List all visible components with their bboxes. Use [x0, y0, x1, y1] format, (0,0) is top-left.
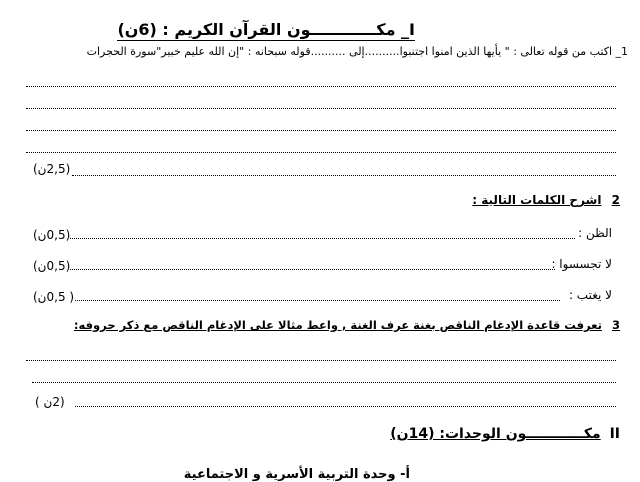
answer-line-4 [26, 152, 616, 153]
subsection-title: أ- وحدة التربية الأسرية و الاجتماعية [183, 467, 410, 482]
section-1-title-text: I_ مكــــــــــــون القرآن الكريم : (6ن) [117, 20, 415, 39]
question-1-number: 1_ [615, 45, 628, 58]
answer-line-3 [26, 130, 616, 131]
section-1-title [117, 20, 415, 39]
answer-line-1 [26, 86, 616, 87]
q3-answer-line-1 [26, 360, 616, 361]
q2-answer-line-2 [70, 269, 555, 270]
q2-points-1: (0,5ن) [33, 228, 71, 242]
q2-points-3: ( 0,5ن) [33, 290, 75, 304]
question-2-title: اشرح الكلمات التالية : [472, 193, 602, 207]
question-3-text: تعرفت قاعدة الإدغام الناقص بغنة عرف الغنة , واعط مثالا على الإدغام الناقص مع ذكر حروفه: [73, 318, 602, 332]
question-3 [74, 318, 620, 332]
question-2-heading [472, 193, 620, 207]
q3-answer-line-2 [32, 382, 616, 383]
q2-word-3: لا يغتب : [568, 288, 612, 302]
answer-line-5 [72, 175, 616, 176]
section-2-title [390, 426, 620, 442]
question-1 [87, 45, 628, 58]
answer-line-2 [26, 108, 616, 109]
question-1-points: (2,5ن) [33, 162, 71, 176]
question-1-text: اكتب من قوله تعالى : " يأيها الذين امنوا اجتنبوا..........إلى ..........قوله سبحانه : "إن الله عليم خبير"سورة الحجرات [86, 45, 612, 58]
q2-answer-line-3 [75, 300, 560, 301]
section-2-title-text: مكــــــــــــون الوحدات: (14ن) [390, 426, 601, 442]
question-3-number: 3 [611, 318, 620, 332]
section-2-number: II [609, 426, 620, 442]
q2-word-2: لا تجسسوا : [551, 257, 612, 271]
q2-answer-line-1 [70, 238, 575, 239]
q2-word-1: الظن : [578, 226, 612, 240]
question-2-number: 2 [611, 193, 620, 207]
q2-points-2: (0,5ن) [33, 259, 71, 273]
question-3-points: (2ن ) [35, 395, 65, 409]
q3-answer-line-3 [75, 406, 616, 407]
